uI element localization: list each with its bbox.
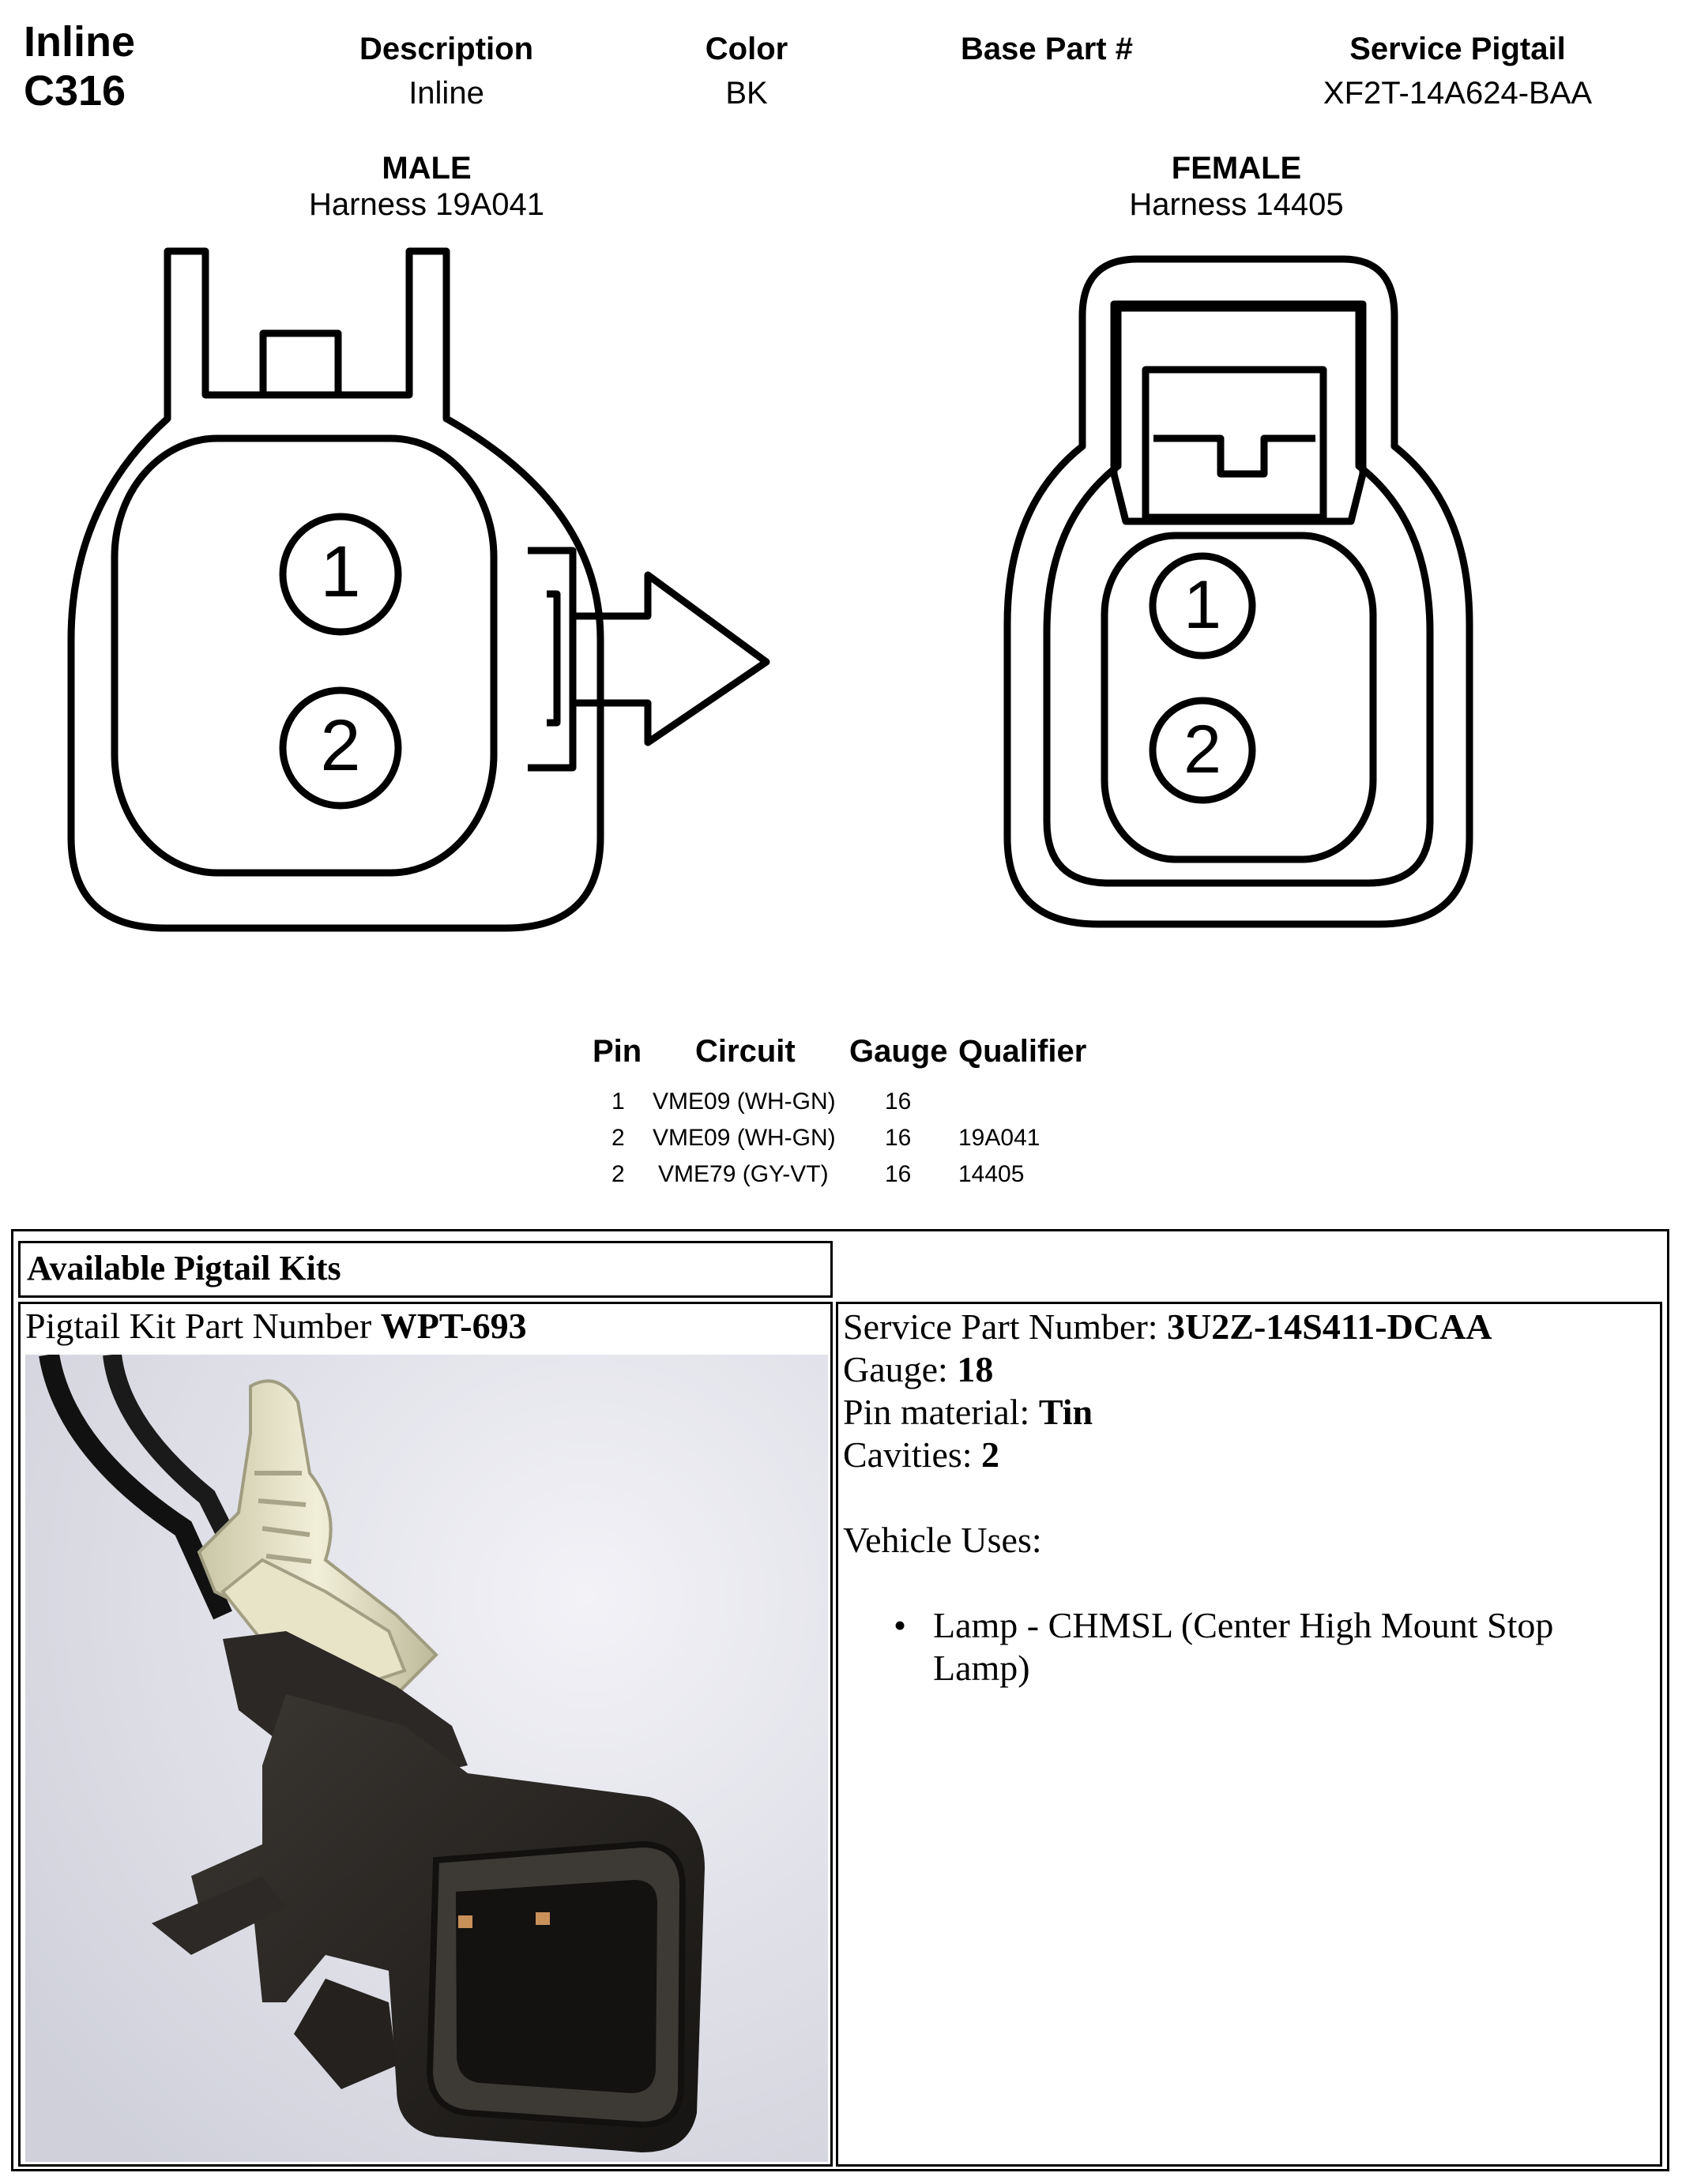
gauge-cell: 16 [885, 1161, 912, 1187]
male-harness: Harness 19A041 [309, 187, 544, 222]
male-pin-1-label: 1 [320, 532, 361, 612]
gauge-spec [838, 1348, 1660, 1391]
pin-row [577, 1120, 1130, 1156]
female-pin-1-label: 1 [1183, 567, 1221, 643]
kit-part-number-line [21, 1304, 830, 1348]
pin-cell: 1 [611, 1088, 625, 1115]
male-pin-2-label: 2 [320, 705, 361, 786]
vehicle-use-item [838, 1604, 1565, 1690]
qualifier-cell: 19A041 [958, 1125, 1040, 1151]
vehicle-uses-list [838, 1604, 1660, 1690]
pin-header: Pin [593, 1034, 642, 1069]
kit-part-number: WPT-693 [380, 1306, 527, 1346]
color-value: BK [725, 76, 768, 111]
description-value: Inline [408, 76, 484, 111]
pigtail-photo-illustration [25, 1355, 828, 2162]
cavities-spec [838, 1434, 1660, 1476]
connector-diagrams [0, 0, 1682, 972]
female-harness: Harness 14405 [1129, 187, 1344, 222]
circuit-cell: VME79 (GY-VT) [658, 1161, 829, 1187]
description-label: Description [359, 32, 534, 66]
gauge-spec-label: Gauge: [843, 1349, 948, 1389]
kit-part-label: Pigtail Kit Part Number [25, 1306, 372, 1346]
base-part-label: Base Part # [961, 32, 1133, 66]
gauge-spec-value: 18 [957, 1349, 994, 1389]
pigtail-kit-panel [18, 1302, 833, 2167]
vehicle-use-text: Lamp - CHMSL (Center High Mount Stop Lamp) [933, 1605, 1554, 1688]
connector-id: C316 [24, 67, 126, 115]
qualifier-header: Qualifier [958, 1034, 1087, 1069]
pin-cell: 2 [611, 1125, 625, 1151]
service-part-number [838, 1306, 1660, 1348]
qualifier-cell: 14405 [958, 1161, 1025, 1187]
pigtail-kits-heading: Available Pigtail Kits [18, 1241, 833, 1298]
male-connector-drawing [71, 251, 766, 928]
cavities-label: Cavities: [843, 1434, 973, 1475]
pin-cell: 2 [611, 1161, 625, 1187]
female-label: FEMALE [1171, 151, 1302, 186]
circuit-cell: VME09 (WH-GN) [653, 1088, 836, 1115]
bullet-icon: • [894, 1605, 907, 1645]
pin-material-label: Pin material: [843, 1392, 1030, 1432]
female-connector-drawing [1007, 259, 1469, 924]
service-pigtail-value: XF2T-14A624-BAA [1323, 76, 1593, 111]
pin-material-spec [838, 1391, 1660, 1434]
gauge-cell: 16 [885, 1125, 912, 1151]
service-pigtail-label: Service Pigtail [1349, 32, 1566, 66]
pin-row [577, 1084, 1130, 1120]
color-label: Color [705, 32, 788, 66]
pigtail-photo [25, 1355, 828, 2162]
pin-row [577, 1156, 1130, 1193]
service-part-value: 3U2Z-14S411-DCAA [1167, 1306, 1492, 1347]
service-part-label: Service Part Number: [843, 1306, 1158, 1347]
circuit-header: Circuit [695, 1034, 796, 1069]
circuit-cell: VME09 (WH-GN) [653, 1125, 836, 1151]
vehicle-uses-label: Vehicle Uses: [843, 1520, 1042, 1560]
pigtail-spec-panel [836, 1302, 1662, 2167]
connector-type: Inline [24, 18, 136, 66]
male-label: MALE [382, 151, 472, 186]
cavities-value: 2 [981, 1434, 1000, 1475]
gauge-header: Gauge [849, 1034, 948, 1069]
gauge-cell: 16 [885, 1088, 912, 1115]
female-pin-2-label: 2 [1183, 712, 1221, 788]
pin-material-value: Tin [1038, 1392, 1093, 1432]
